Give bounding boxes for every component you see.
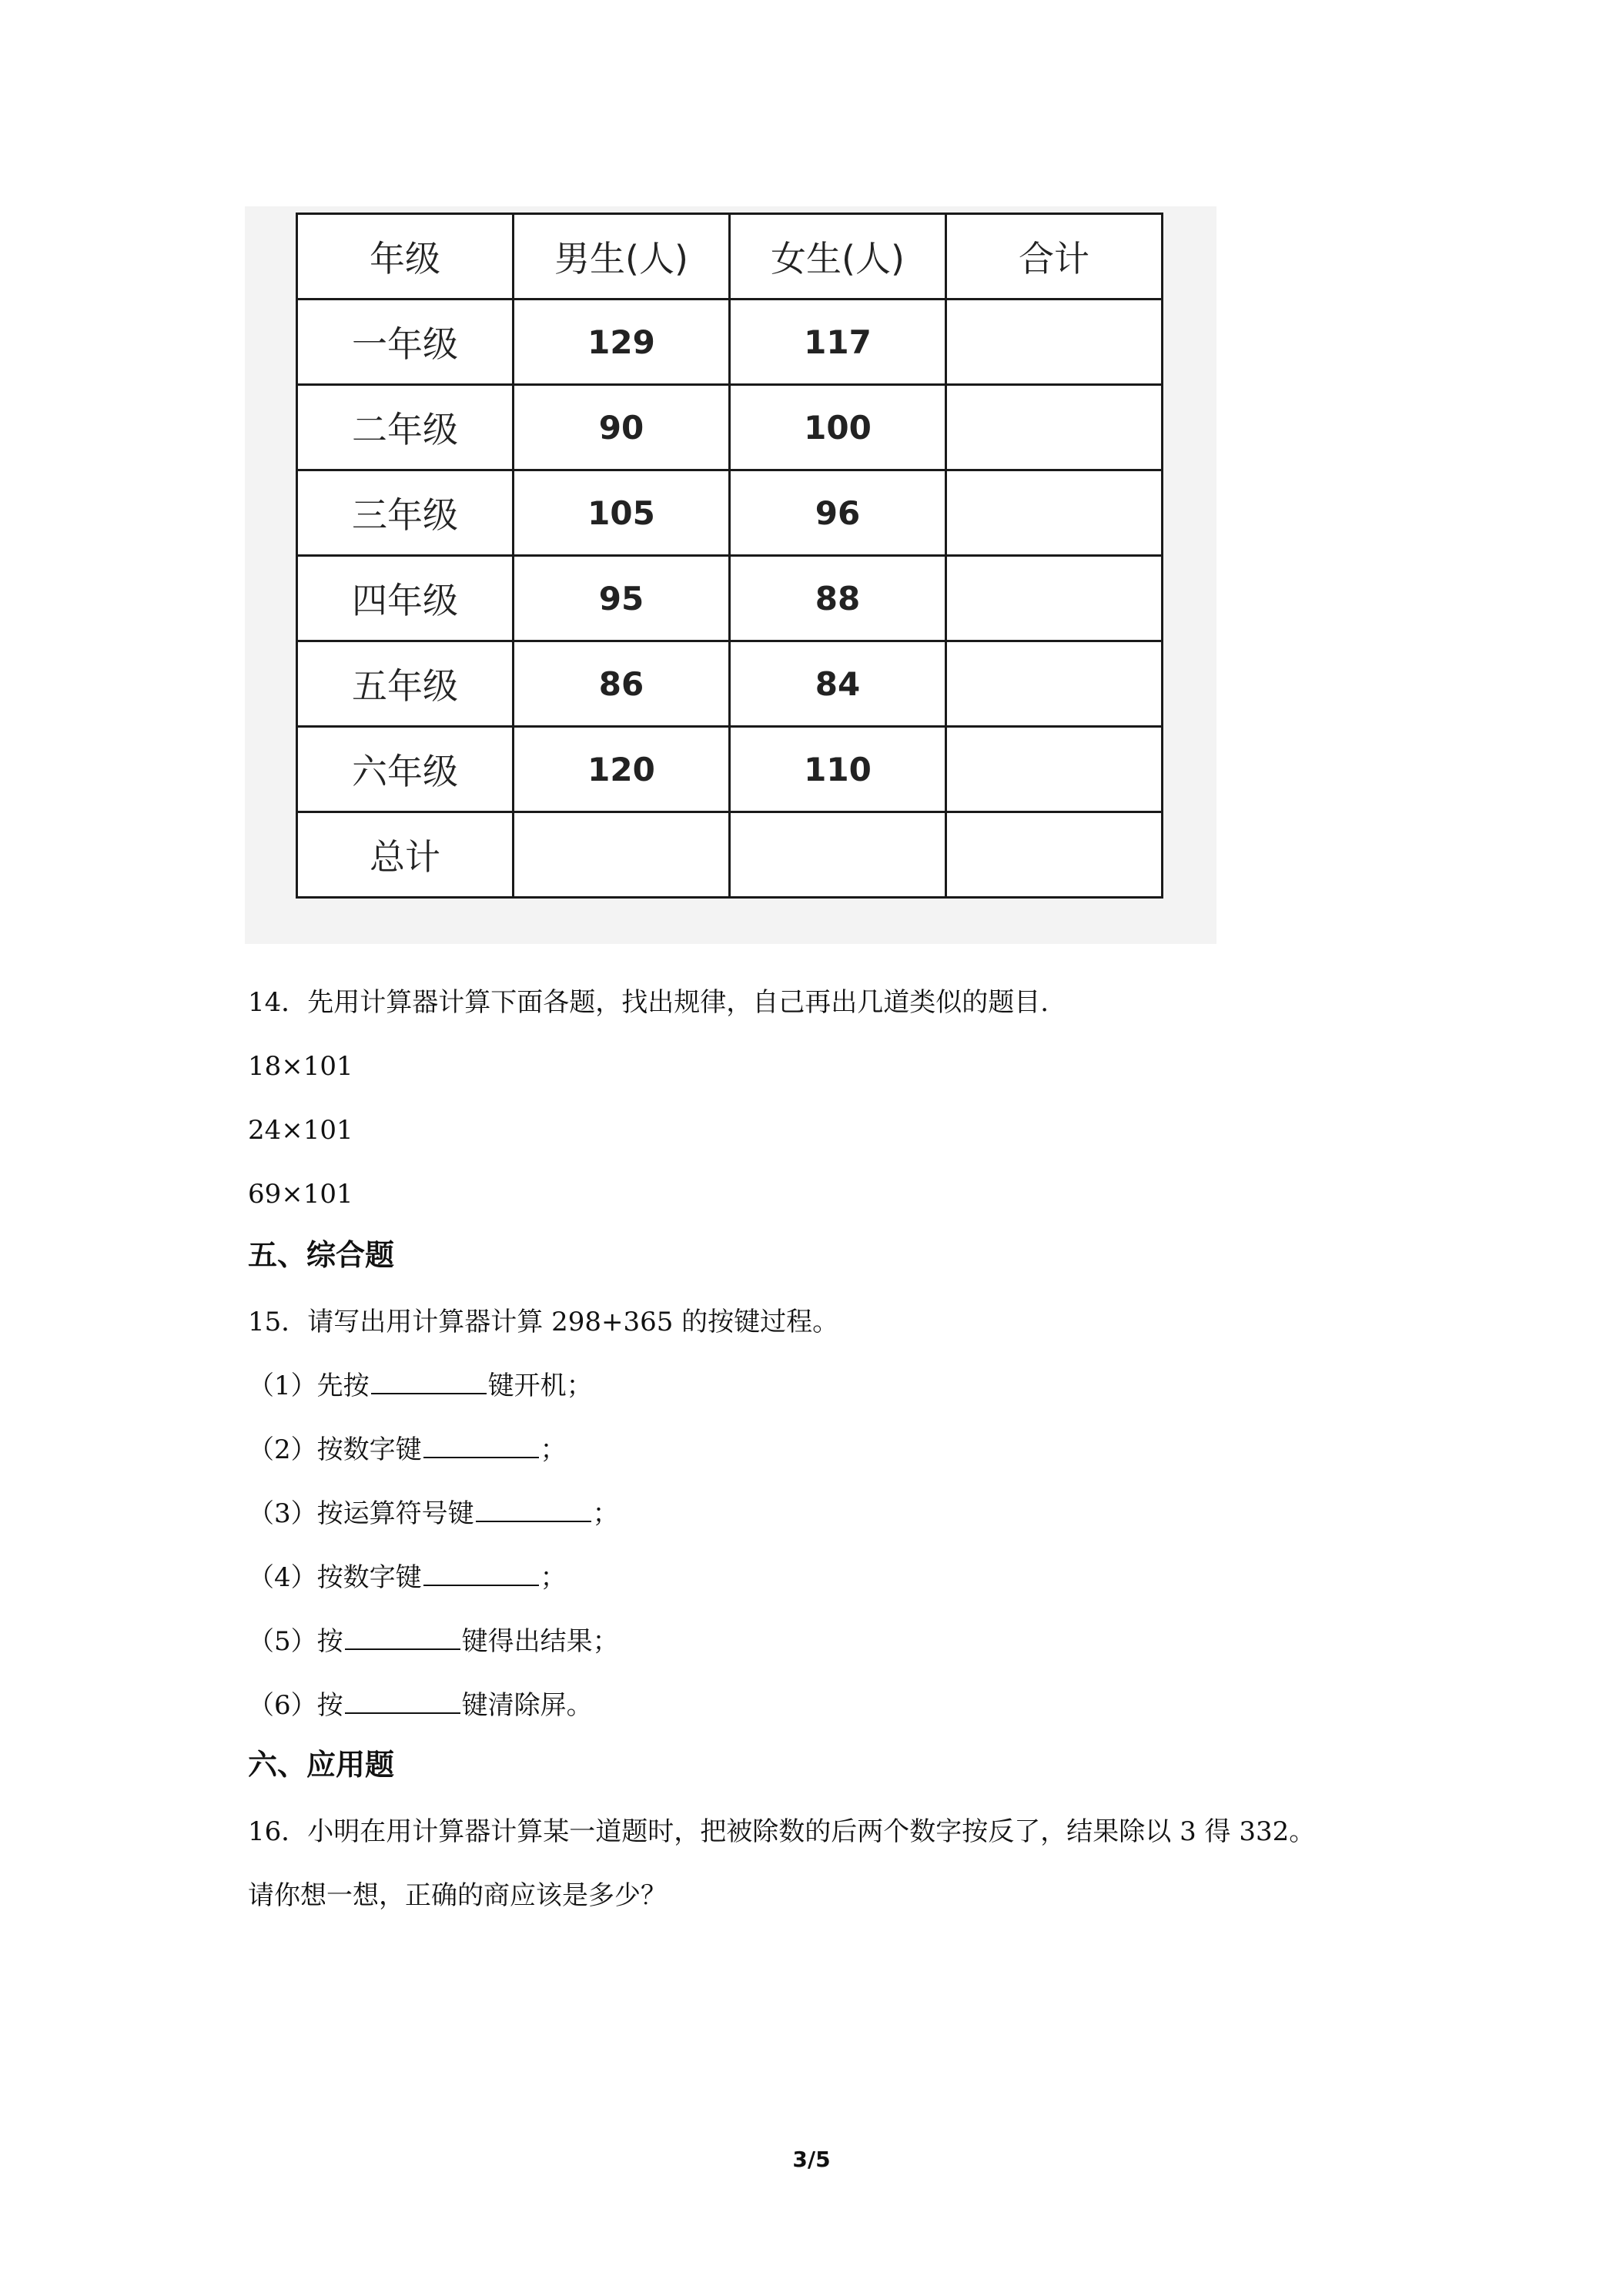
step-prefix: （6）按 xyxy=(248,1690,343,1721)
cell-grade: 五年级 xyxy=(297,641,514,727)
cell-girls: 88 xyxy=(730,556,946,641)
table-row xyxy=(297,641,1163,727)
cell-total xyxy=(946,556,1163,641)
header-girls: 女生(人) xyxy=(730,214,946,300)
table-row xyxy=(297,556,1163,641)
cell-total xyxy=(946,727,1163,812)
cell-boys: 105 xyxy=(514,470,730,556)
cell-grade: 总计 xyxy=(297,812,514,898)
cell-boys: 129 xyxy=(514,300,730,385)
question-16-line-1: 16．小明在用计算器计算某一道题时，把被除数的后两个数字按反了，结果除以 3 得 332。 xyxy=(248,1816,1316,1847)
cell-total xyxy=(946,641,1163,727)
answer-blank[interactable] xyxy=(371,1370,487,1394)
question-15-step xyxy=(248,1369,593,1403)
grade-table xyxy=(296,213,1163,899)
step-prefix: （5）按 xyxy=(248,1626,343,1657)
cell-girls: 117 xyxy=(730,300,946,385)
page-number: 3/5 xyxy=(792,2147,831,2172)
cell-grade: 六年级 xyxy=(297,727,514,812)
table-row xyxy=(297,385,1163,470)
cell-grade: 四年级 xyxy=(297,556,514,641)
cell-grade: 三年级 xyxy=(297,470,514,556)
question-15-step xyxy=(248,1433,567,1467)
question-15-step xyxy=(248,1561,567,1595)
answer-blank[interactable] xyxy=(476,1498,591,1522)
question-14-item: 24×101 xyxy=(248,1115,353,1146)
answer-blank[interactable] xyxy=(345,1625,460,1650)
table-total-row xyxy=(297,812,1163,898)
step-suffix: 键得出结果； xyxy=(461,1626,619,1657)
step-prefix: （4）按数字键 xyxy=(248,1562,422,1593)
grade-table-image xyxy=(245,206,1216,944)
question-15-step xyxy=(248,1497,619,1531)
cell-grade: 一年级 xyxy=(297,300,514,385)
cell-total xyxy=(946,812,1163,898)
cell-girls: 110 xyxy=(730,727,946,812)
section-6-title: 六、应用题 xyxy=(248,1748,395,1782)
cell-grade: 二年级 xyxy=(297,385,514,470)
step-suffix: 键开机； xyxy=(487,1371,593,1401)
question-15-step xyxy=(248,1625,619,1658)
cell-girls: 96 xyxy=(730,470,946,556)
table-row xyxy=(297,300,1163,385)
question-16-line-2: 请你想一想，正确的商应该是多少？ xyxy=(248,1880,667,1911)
header-boys: 男生(人) xyxy=(514,214,730,300)
cell-total xyxy=(946,385,1163,470)
step-suffix: ； xyxy=(592,1498,619,1529)
header-grade: 年级 xyxy=(297,214,514,300)
cell-boys: 86 xyxy=(514,641,730,727)
step-prefix: （2）按数字键 xyxy=(248,1434,422,1465)
step-suffix: ； xyxy=(540,1434,567,1465)
table-header-row xyxy=(297,214,1163,300)
question-14-item: 18×101 xyxy=(248,1051,353,1082)
question-15: 15．请写出用计算器计算 298+365 的按键过程。 xyxy=(248,1307,839,1337)
cell-boys xyxy=(514,812,730,898)
answer-blank[interactable] xyxy=(423,1561,539,1586)
question-15-step xyxy=(248,1689,593,1722)
step-prefix: （1）先按 xyxy=(248,1371,370,1401)
step-suffix: 键清除屏。 xyxy=(461,1690,593,1721)
cell-total xyxy=(946,470,1163,556)
cell-boys: 120 xyxy=(514,727,730,812)
question-14-item: 69×101 xyxy=(248,1179,353,1210)
header-total: 合计 xyxy=(946,214,1163,300)
answer-blank[interactable] xyxy=(345,1689,460,1714)
cell-boys: 90 xyxy=(514,385,730,470)
section-5-title: 五、综合题 xyxy=(248,1238,395,1272)
table-row xyxy=(297,470,1163,556)
cell-total xyxy=(946,300,1163,385)
step-suffix: ； xyxy=(540,1562,567,1593)
cell-girls: 84 xyxy=(730,641,946,727)
question-14: 14．先用计算器计算下面各题，找出规律，自己再出几道类似的题目. xyxy=(248,987,1049,1018)
cell-boys: 95 xyxy=(514,556,730,641)
step-prefix: （3）按运算符号键 xyxy=(248,1498,474,1529)
cell-girls xyxy=(730,812,946,898)
cell-girls: 100 xyxy=(730,385,946,470)
answer-blank[interactable] xyxy=(423,1434,539,1458)
table-row xyxy=(297,727,1163,812)
